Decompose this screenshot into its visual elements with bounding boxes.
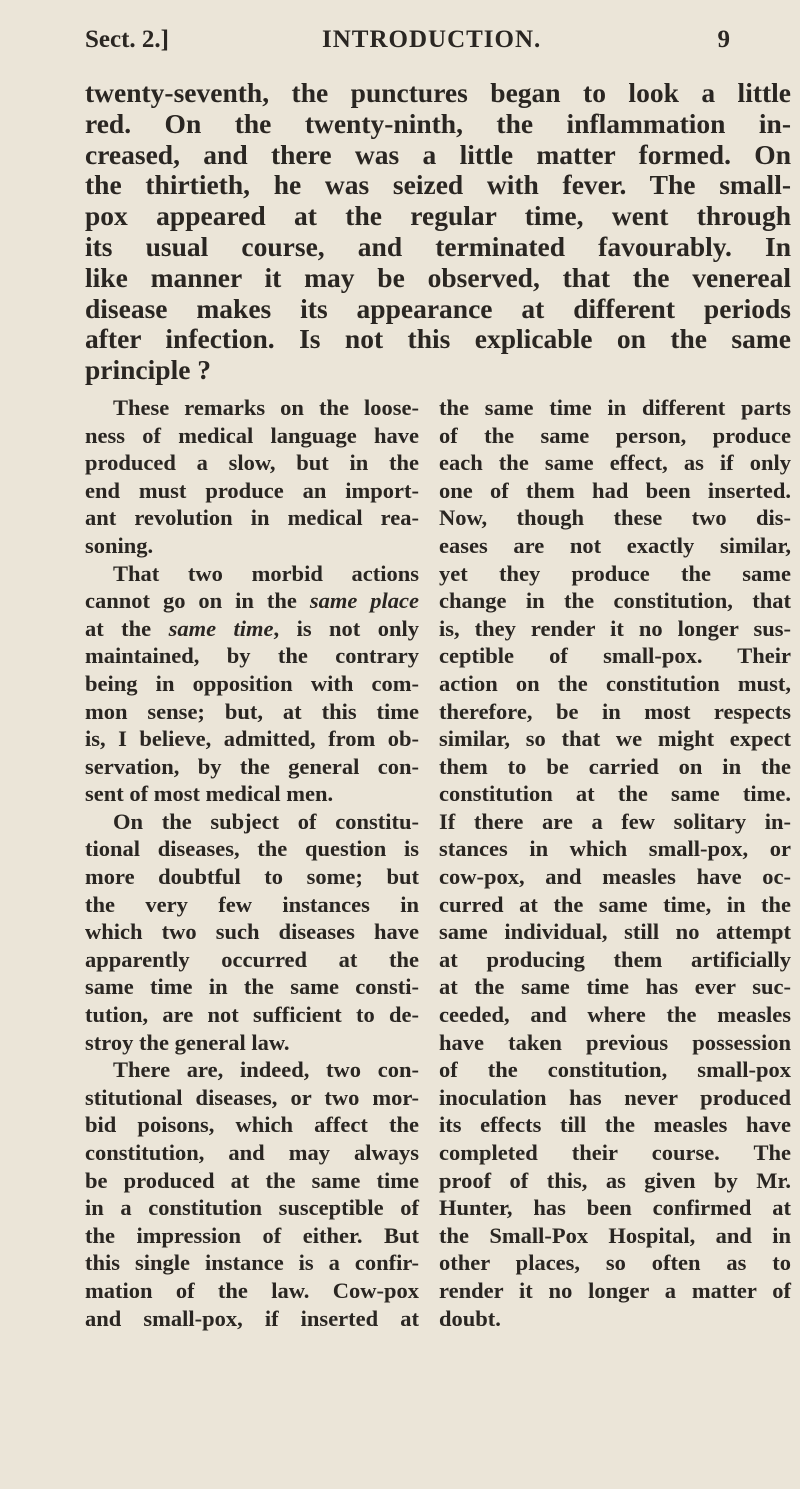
- text-line: curred at the same time, in the: [439, 891, 791, 917]
- text-line: tution, are not sufficient to de-: [85, 1002, 419, 1028]
- text-line: These remarks on the loose-: [113, 394, 419, 420]
- text-line: be produced at the same time: [85, 1167, 419, 1193]
- text-line: yet they produce the same: [439, 560, 791, 586]
- page-number: 9: [717, 26, 730, 53]
- left-column: [85, 394, 419, 1332]
- text-line: servation, by the general con-: [85, 753, 419, 779]
- text-line: tional diseases, the question is: [85, 836, 419, 862]
- text-line: same individual, still no attempt: [439, 919, 791, 945]
- text-line: same time in the same consti-: [85, 974, 419, 1000]
- text-line: at the same time has ever suc-: [439, 974, 791, 1000]
- paragraph: [85, 808, 419, 1056]
- italic-text: same time: [168, 615, 274, 641]
- text-line: ness of medical language have: [85, 422, 419, 448]
- italic-text: same place: [309, 588, 420, 614]
- text-line: in a constitution susceptible of: [85, 1195, 419, 1221]
- text-line: maintained, by the contrary: [85, 643, 419, 669]
- paragraph: [85, 560, 419, 808]
- text-line: and small-pox, if inserted at: [85, 1305, 419, 1331]
- text-line: constitution, and may always: [85, 1140, 419, 1165]
- text-line: of the same person, produce: [439, 422, 791, 448]
- text-line: this single instance is a confir-: [85, 1250, 419, 1276]
- text-line: Hunter, has been confirmed at: [439, 1195, 791, 1221]
- right-column: [439, 394, 791, 1332]
- text-line: produced a slow, but in the: [85, 450, 419, 476]
- text-line: inoculation has never produced: [439, 1084, 791, 1110]
- text-line: is, I believe, admitted, from ob-: [85, 726, 419, 752]
- text-line: Now, though these two dis-: [439, 505, 791, 531]
- text-line: each the same effect, as if only: [439, 450, 791, 476]
- text-line: cannot go on in the same place: [85, 588, 420, 614]
- text-line: mation of the law. Cow-pox: [85, 1277, 419, 1303]
- text-line: If there are a few solitary in-: [439, 808, 791, 834]
- text-line: completed their course. The: [439, 1140, 791, 1165]
- section-label: Sect. 2.]: [85, 26, 169, 53]
- text-line: eases are not exactly similar,: [439, 532, 791, 558]
- text-line: at the same time, is not only: [85, 615, 419, 641]
- text-line: apparently occurred at the: [85, 946, 419, 972]
- running-header: [85, 26, 730, 60]
- text-line: pox appeared at the regular time, went through: [85, 200, 791, 232]
- text-line: the very few instances in: [85, 891, 419, 917]
- text-line: its effects till the measles have: [439, 1112, 791, 1138]
- paragraph: [85, 78, 791, 386]
- text-line: creased, and there was a little matter formed. On: [85, 138, 791, 170]
- text-line: ant revolution in medical rea-: [85, 505, 419, 531]
- text-line: proof of this, as given by Mr.: [439, 1167, 791, 1193]
- top-paragraph: [85, 78, 791, 386]
- text-line: which two such diseases have: [85, 919, 419, 945]
- text-line: constitution at the same time.: [439, 781, 791, 807]
- text-line: the same time in different parts: [439, 394, 791, 420]
- text-line: have taken previous possession: [439, 1029, 791, 1055]
- text-line: red. On the twenty-ninth, the inflammation in-: [85, 107, 791, 139]
- text-line: its usual course, and terminated favourably. In: [85, 230, 791, 262]
- text-line: There are, indeed, two con-: [113, 1057, 419, 1083]
- text-line: other places, so often as to: [439, 1250, 791, 1276]
- text-line: On the subject of constitu-: [113, 808, 419, 834]
- text-line: like manner it may be observed, that the venereal: [85, 261, 791, 293]
- text-line: them to be carried on in the: [439, 753, 791, 779]
- text-line: the thirtieth, he was seized with fever. The small-: [85, 169, 791, 201]
- text-line: at producing them artificially: [439, 946, 791, 972]
- text-line: That two morbid actions: [113, 560, 419, 586]
- two-column-text: [85, 394, 791, 1332]
- text-line: being in opposition with com-: [85, 670, 419, 696]
- text-line: change in the constitution, that: [439, 588, 791, 614]
- text-line: is, they render it no longer sus-: [439, 615, 791, 641]
- paragraph: [85, 394, 419, 560]
- running-title: INTRODUCTION.: [322, 26, 542, 53]
- text-line: sent of most medical men.: [85, 781, 334, 807]
- text-line: disease makes its appearance at different periods: [85, 292, 791, 324]
- text-line: ceeded, and where the measles: [439, 1002, 791, 1028]
- text-line: doubt.: [439, 1305, 501, 1331]
- text-line: ceptible of small-pox. Their: [439, 643, 791, 669]
- text-line: soning.: [85, 532, 154, 558]
- text-line: the impression of either. But: [85, 1222, 419, 1248]
- text-line: more doubtful to some; but: [85, 864, 419, 890]
- text-line: render it no longer a matter of: [439, 1277, 791, 1303]
- text-line: cow-pox, and measles have oc-: [439, 864, 791, 890]
- text-line: of the constitution, small-pox: [439, 1057, 791, 1083]
- text-line: therefore, be in most respects: [439, 698, 791, 724]
- text-line: one of them had been inserted.: [439, 477, 791, 503]
- text-line: stances in which small-pox, or: [439, 836, 791, 862]
- paragraph: [85, 1056, 419, 1332]
- text-line: similar, so that we might expect: [439, 726, 791, 752]
- paragraph: [439, 394, 791, 1332]
- text-line: stitutional diseases, or two mor-: [85, 1084, 419, 1110]
- text-line: the Small-Pox Hospital, and in: [439, 1222, 791, 1248]
- text-line: stroy the general law.: [85, 1029, 290, 1055]
- text-line: principle ?: [85, 354, 212, 386]
- page-body: [85, 78, 791, 1332]
- text-line: action on the constitution must,: [439, 670, 791, 696]
- text-line: bid poisons, which affect the: [85, 1112, 419, 1138]
- text-line: mon sense; but, at this time: [85, 698, 419, 724]
- text-line: after infection. Is not this explicable on the same: [85, 323, 791, 355]
- text-line: twenty-seventh, the punctures began to look a little: [85, 77, 791, 108]
- text-line: end must produce an import-: [85, 477, 419, 503]
